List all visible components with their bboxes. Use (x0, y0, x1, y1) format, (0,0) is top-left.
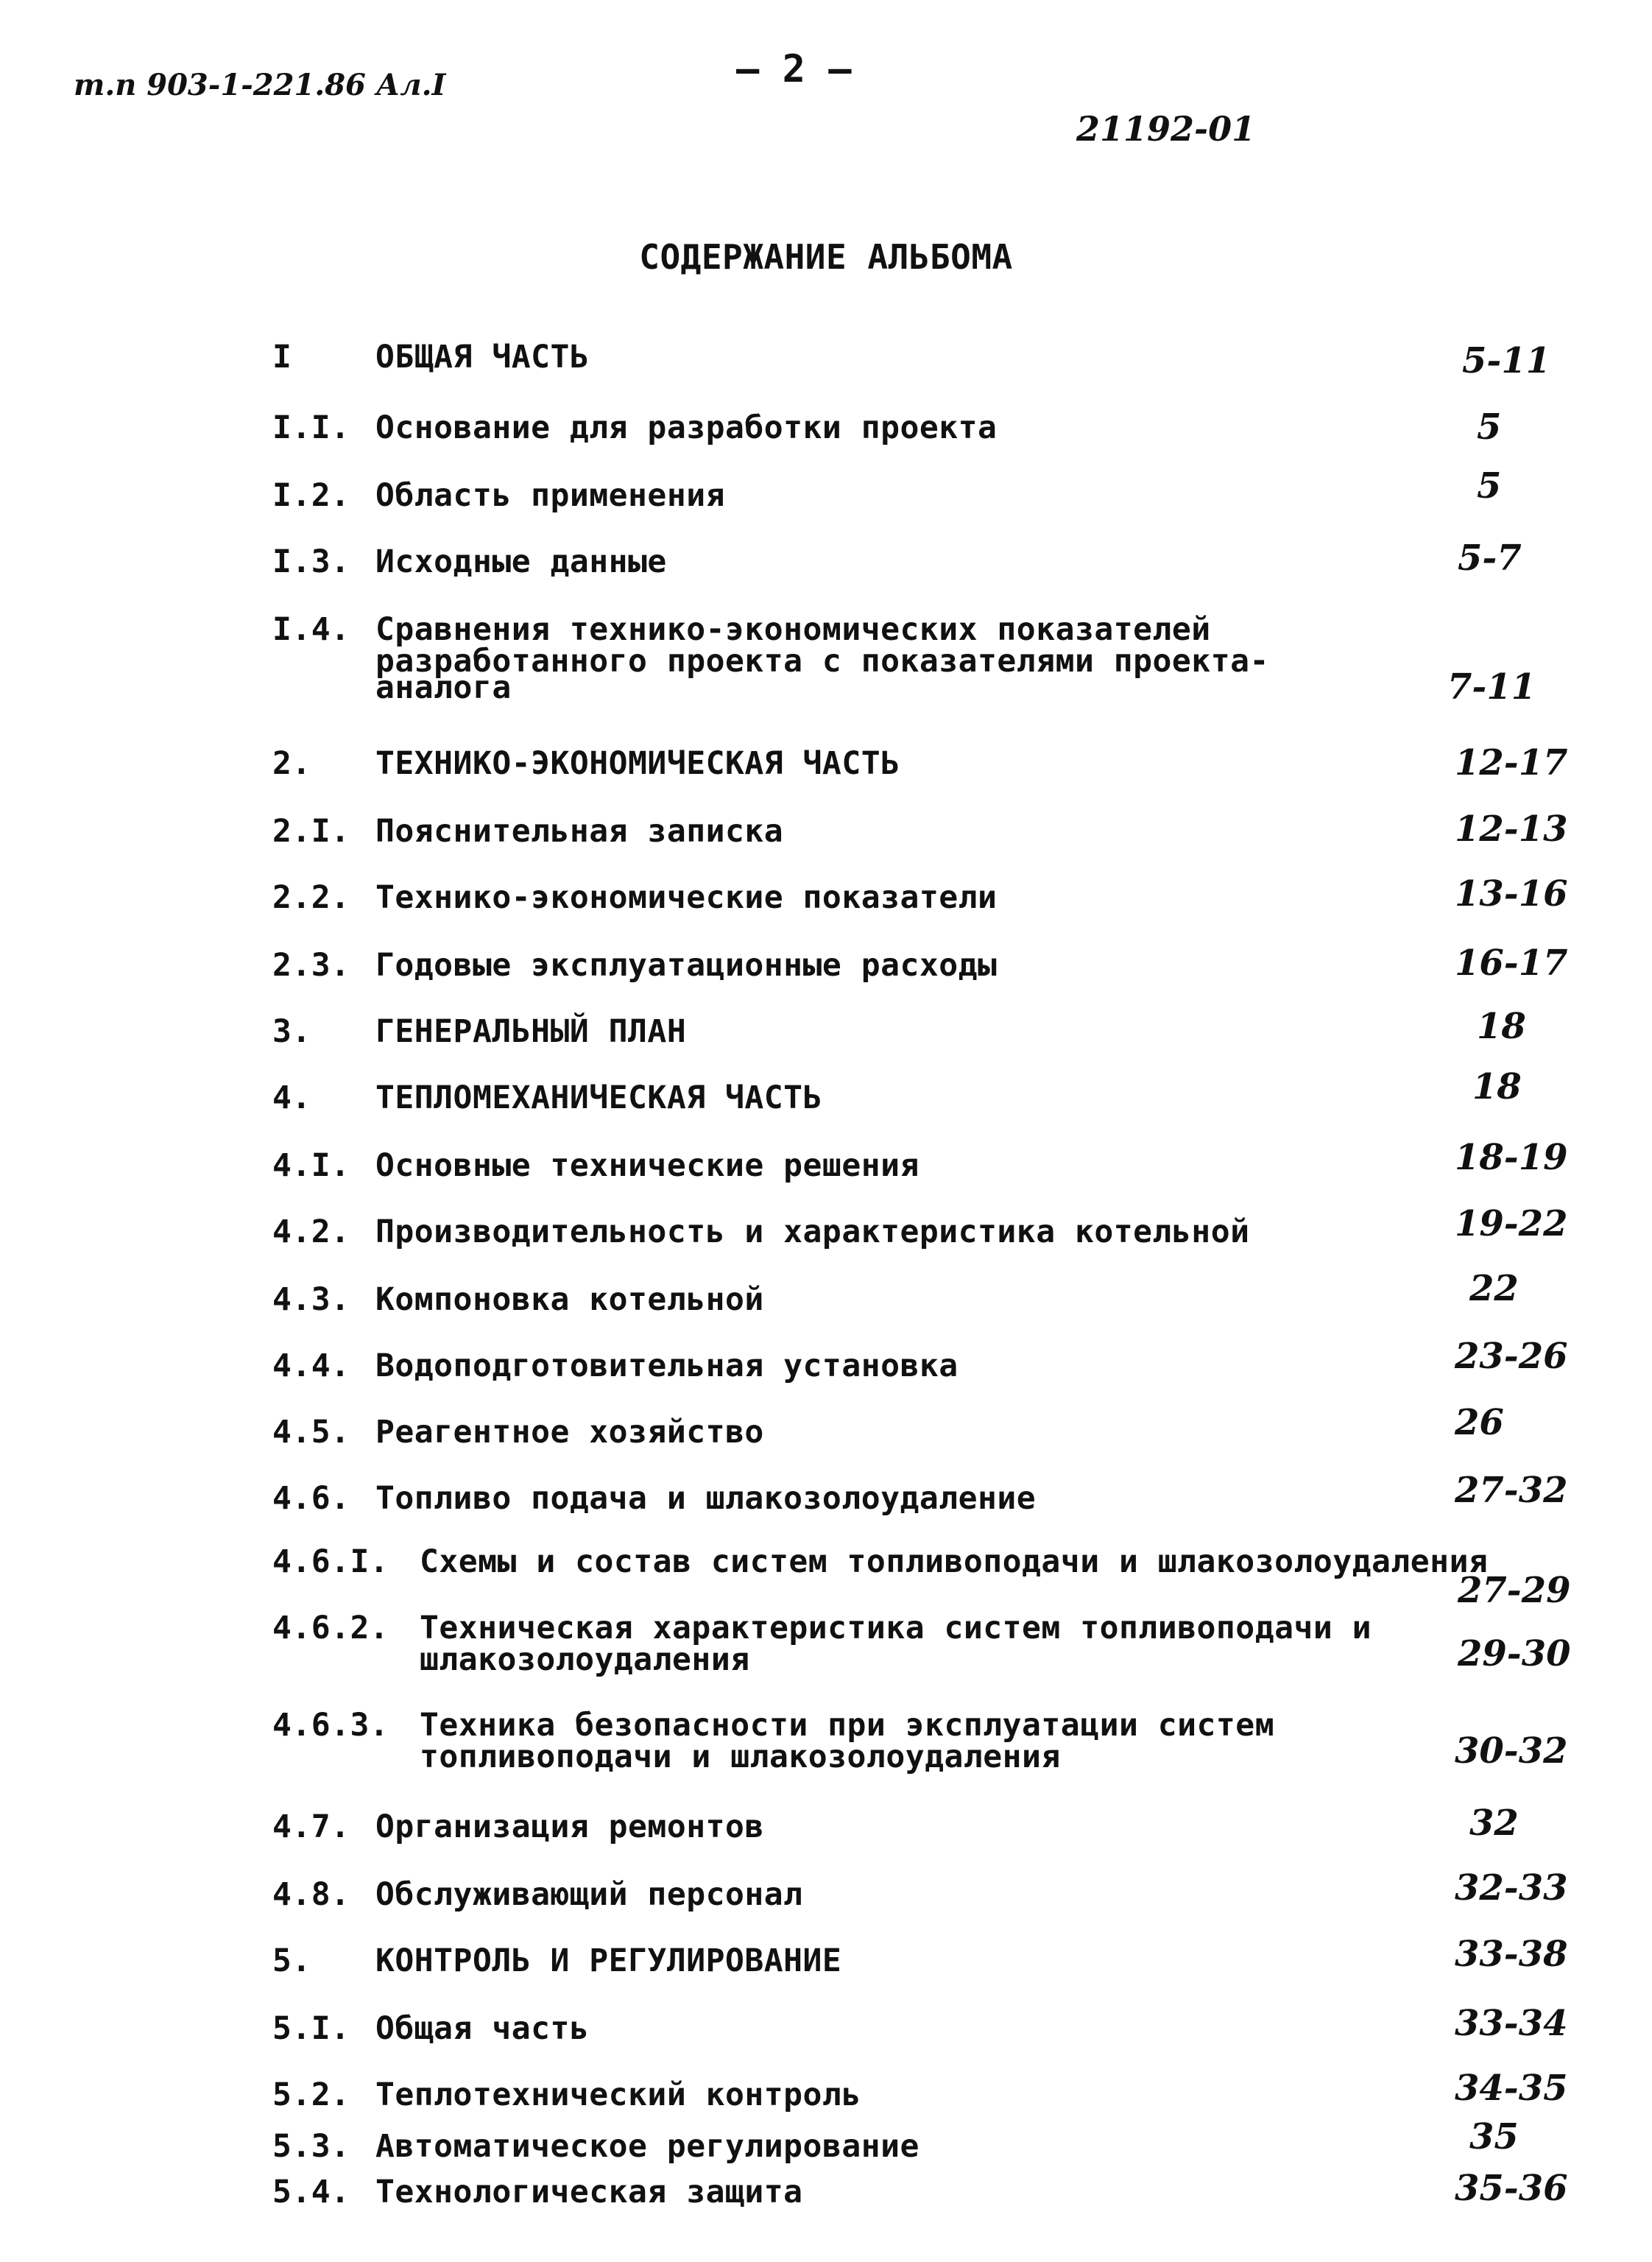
toc-entry-title-line: Область применения (375, 477, 725, 514)
toc-entry-pages: 5-7 (1458, 538, 1522, 579)
toc-entry-title-line: Пояснительная записка (375, 813, 784, 850)
toc-entry-pages: 12-17 (1455, 742, 1568, 783)
toc-entry-title-line: Технико-экономические показатели (375, 879, 998, 916)
toc-entry-pages: 34-35 (1455, 2068, 1568, 2109)
toc-entry-title-line: КОНТРОЛЬ И РЕГУЛИРОВАНИЕ (375, 1942, 842, 1979)
toc-entry-title-line: Реагентное хозяйство (375, 1414, 764, 1451)
toc-entry-title (375, 543, 667, 580)
toc-entry-title (375, 1414, 764, 1451)
toc-entry-pages: 27-32 (1455, 1470, 1568, 1511)
toc-entry-title-line: Годовые эксплуатационные расходы (375, 947, 998, 984)
toc-entry-title-line: ТЕПЛОМЕХАНИЧЕСКАЯ ЧАСТЬ (375, 1079, 822, 1116)
toc-entry-pages: 13-16 (1455, 873, 1568, 915)
toc-entry-title (375, 2076, 861, 2113)
toc-entry-title (375, 1942, 841, 1979)
toc-entry-number: 4.6.2. (272, 1610, 389, 1646)
toc-entry-title (375, 1876, 803, 1913)
toc-entry-title-line: Общая часть (375, 2010, 590, 2047)
toc-entry-pages: 26 (1455, 1402, 1504, 1443)
toc-entry-pages: 16-17 (1455, 942, 1568, 984)
toc-entry-title (375, 879, 997, 916)
toc-entry-pages: 32 (1469, 1803, 1519, 1844)
document-code: т.п 903-1-221.86 Ал.I (74, 68, 446, 102)
toc-entry-title (375, 1281, 764, 1318)
toc-entry-title-line: аналога (375, 669, 512, 706)
toc-entry-number: 5.I. (272, 2010, 350, 2047)
toc-entry-title (375, 2128, 919, 2165)
toc-entry-pages: 33-38 (1455, 1934, 1568, 1975)
toc-entry-number: 4.I. (272, 1147, 350, 1184)
toc-entry-title-line: ГЕНЕРАЛЬНЫЙ ПЛАН (375, 1013, 687, 1050)
toc-entry-pages: 27-29 (1458, 1570, 1571, 1611)
toc-entry-title (375, 1808, 764, 1845)
toc-entry-pages: 35-36 (1455, 2168, 1568, 2209)
toc-entry-pages: 5-11 (1462, 340, 1551, 381)
toc-entry-number: I.3. (272, 543, 350, 580)
toc-entry-title (375, 477, 725, 514)
toc-entry-title-line: Исходные данные (375, 543, 667, 580)
toc-entry-title-line: Производительность и характеристика котельной (375, 1213, 1250, 1250)
toc-entry-number: 4.4. (272, 1347, 350, 1384)
toc-entry-title-line: Обслуживающий персонал (375, 1876, 803, 1913)
toc-entry-title (375, 947, 997, 984)
toc-entry-title-line: ОБЩАЯ ЧАСТЬ (375, 339, 590, 376)
toc-entry-title (420, 1610, 1372, 1678)
toc-entry-title-line: Схемы и состав систем топливоподачи и шлакозолоудаления (420, 1543, 1489, 1580)
toc-entry-number: 4.7. (272, 1808, 350, 1845)
toc-entry-number: 5.3. (272, 2128, 350, 2165)
toc-entry-pages: 22 (1469, 1268, 1519, 1309)
toc-entry-title-line: топливоподачи и шлакозолоудаления (420, 1738, 1061, 1775)
toc-entry-title-line: Сравнения технико-экономических показателей (375, 611, 1211, 648)
toc-entry-pages: 18 (1472, 1066, 1522, 1107)
toc-entry-title (375, 1347, 959, 1384)
toc-entry-title (375, 1079, 822, 1116)
toc-entry-number: 2.3. (272, 947, 350, 984)
toc-entry-title-line: ТЕХНИКО-ЭКОНОМИЧЕСКАЯ ЧАСТЬ (375, 745, 900, 782)
toc-entry-title-line: Компоновка котельной (375, 1281, 764, 1318)
inventory-number: 21192-01 (1076, 109, 1256, 149)
toc-entry-title-line: Топливо подача и шлакозолоудаление (375, 1480, 1037, 1517)
toc-entry-title (375, 1147, 919, 1184)
toc-entry-title (420, 1543, 1488, 1580)
toc-entry-pages: 18-19 (1455, 1137, 1568, 1178)
toc-entry-title (375, 339, 589, 376)
toc-entry-title (375, 1480, 1036, 1517)
toc-entry-number: 4.6.3. (272, 1707, 389, 1744)
toc-entry-number: 4.3. (272, 1281, 350, 1318)
toc-entry-title-line: Теплотехнический контроль (375, 2076, 861, 2113)
toc-entry-number: I (272, 339, 292, 376)
toc-entry-pages: 30-32 (1455, 1730, 1568, 1772)
page-number: – 2 – (736, 47, 852, 91)
toc-entry-pages: 18 (1477, 1006, 1526, 1047)
toc-entry-number: 2.I. (272, 813, 350, 850)
page-title: СОДЕРЖАНИЕ АЛЬБОМА (639, 237, 1013, 277)
toc-entry-pages: 29-30 (1458, 1633, 1571, 1674)
toc-entry-title-line: Автоматическое регулирование (375, 2128, 919, 2165)
toc-entry-title-line: Водоподготовительная установка (375, 1347, 959, 1384)
toc-entry-number: 5. (272, 1942, 311, 1979)
toc-entry-number: I.2. (272, 477, 350, 514)
toc-entry-number: I.4. (272, 611, 350, 648)
toc-entry-pages: 5 (1477, 465, 1502, 507)
toc-entry-number: I.I. (272, 409, 350, 446)
toc-entry-pages: 5 (1477, 406, 1502, 448)
toc-entry-title (375, 409, 997, 446)
toc-entry-number: 4.8. (272, 1876, 350, 1913)
toc-entry-number: 5.2. (272, 2076, 350, 2113)
toc-entry-title (375, 745, 900, 782)
toc-entry-title-line: Организация ремонтов (375, 1808, 764, 1845)
toc-entry-title (375, 2174, 803, 2210)
toc-entry-number: 4. (272, 1079, 311, 1116)
toc-entry-pages: 35 (1469, 2116, 1519, 2157)
toc-entry-title-line: разработанного проекта с показателями проекта- (375, 643, 1269, 680)
toc-entry-title (375, 1013, 686, 1050)
toc-entry-title-line: Основание для разработки проекта (375, 409, 998, 446)
toc-entry-title-line: Техническая характеристика систем топливоподачи и (420, 1610, 1372, 1646)
toc-entry-number: 4.2. (272, 1213, 350, 1250)
toc-entry-pages: 32-33 (1455, 1867, 1568, 1909)
toc-entry-number: 4.6. (272, 1480, 350, 1517)
toc-entry-pages: 7-11 (1447, 666, 1536, 708)
toc-entry-number: 2. (272, 745, 311, 782)
toc-entry-pages: 19-22 (1455, 1203, 1568, 1244)
toc-entry-pages: 33-34 (1455, 2003, 1568, 2044)
toc-entry-pages: 23-26 (1455, 1336, 1568, 1377)
toc-entry-number: 4.6.I. (272, 1543, 389, 1580)
toc-entry-title (375, 611, 1269, 706)
toc-entry-title (375, 2010, 589, 2047)
toc-entry-title (375, 813, 783, 850)
toc-entry-title-line: Техника безопасности при эксплуатации систем (420, 1707, 1275, 1744)
toc-entry-title (375, 1213, 1249, 1250)
toc-entry-title (420, 1707, 1275, 1775)
toc-entry-title-line: шлакозолоудаления (420, 1641, 750, 1678)
toc-entry-number: 4.5. (272, 1414, 350, 1451)
toc-entry-title-line: Основные технические решения (375, 1147, 919, 1184)
toc-entry-pages: 12-13 (1455, 808, 1568, 850)
toc-entry-title-line: Технологическая защита (375, 2174, 803, 2210)
toc-entry-number: 3. (272, 1013, 311, 1050)
toc-entry-number: 5.4. (272, 2174, 350, 2210)
toc-entry-number: 2.2. (272, 879, 350, 916)
